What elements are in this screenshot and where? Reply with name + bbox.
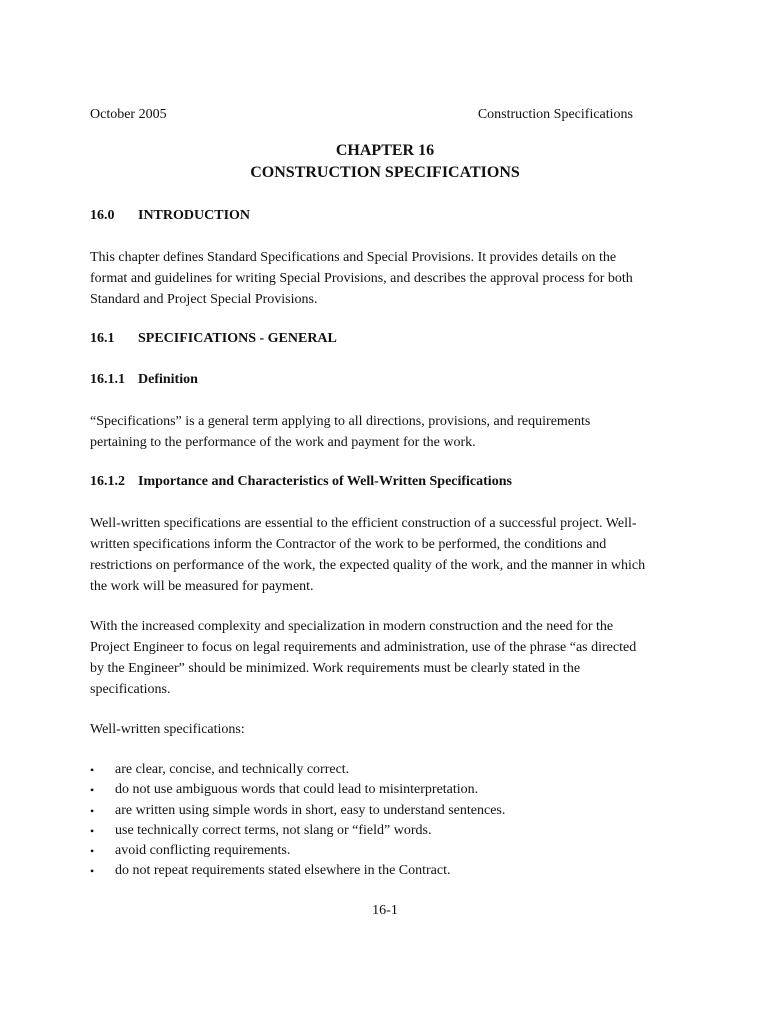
header-title: Construction Specifications <box>477 107 633 122</box>
header-date: October 2005 <box>90 107 167 122</box>
bullet-icon: • <box>90 763 95 777</box>
definition-body <box>90 411 646 453</box>
subsection-number: 16.1.2 <box>90 474 125 489</box>
paragraph: This chapter defines Standard Specifications and Special Provisions. It provides details on the format and guidelines for writing Special Provisions, and describes the approval process for both Standard and Project Special Provisions. <box>90 250 633 307</box>
section-introduction <box>90 207 646 225</box>
subsection-heading <box>90 473 646 491</box>
section-specifications-general <box>90 330 646 348</box>
paragraph: Well-written specifications are essential to the efficient construction of a successful project. Well-written specifications inform the Contractor of the work to be performed, the conditions and restrictions on performance of the work, the expected quality of the work, and the manner in which the work will be measured for payment. <box>90 516 646 594</box>
subsection-title: Importance and Characteristics of Well-Written Specifications <box>138 474 512 489</box>
section-heading <box>90 330 646 348</box>
page-number: 16-1 <box>372 903 398 918</box>
bullet-icon: • <box>90 783 95 798</box>
chapter-title <box>90 140 680 184</box>
paragraph: With the increased complexity and specialization in modern construction and the need for the Project Engineer to focus on legal requirements and administration, use of the phrase “as directed by the Engineer” should be minimized. Work requirements must be clearly stated in the specifications. <box>90 619 637 697</box>
bullet-icon: • <box>90 823 95 838</box>
chapter-number: CHAPTER 16 <box>335 142 435 159</box>
bullet-icon: • <box>90 864 95 879</box>
subsection-number: 16.1.1 <box>90 372 125 387</box>
bullet-list-container <box>90 760 646 882</box>
bullet-list <box>90 760 646 882</box>
bullet-icon: • <box>90 844 95 859</box>
section-definition <box>90 371 646 389</box>
section-heading <box>90 207 646 225</box>
section-importance <box>90 473 646 491</box>
bullet-icon: • <box>90 803 95 818</box>
paragraph: “Specifications” is a general term applying to all directions, provisions, and requirements pertaining to the performance of the work and payment for the work. <box>90 414 591 450</box>
importance-paragraph-1 <box>90 513 646 597</box>
list-item <box>90 841 646 861</box>
section-number: 16.1 <box>90 331 115 346</box>
paragraph: Well-written specifications: <box>90 722 245 737</box>
running-header <box>90 106 633 124</box>
list-item <box>90 801 646 821</box>
section-number: 16.0 <box>90 208 115 223</box>
section-title: INTRODUCTION <box>138 208 251 223</box>
document-page <box>90 0 646 1024</box>
introduction-body <box>90 247 646 310</box>
list-item-text: are clear, concise, and technically correct. <box>115 762 350 777</box>
list-item-text: do not use ambiguous words that could lead to misinterpretation. <box>115 782 479 798</box>
subsection-heading <box>90 371 646 389</box>
list-item-text: use technically correct terms, not slang or “field” words. <box>115 822 432 838</box>
list-item <box>90 821 646 841</box>
list-item-text: do not repeat requirements stated elsewhere in the Contract. <box>115 863 451 879</box>
list-item-text: are written using simple words in short, easy to understand sentences. <box>115 802 506 818</box>
section-title: SPECIFICATIONS - GENERAL <box>138 331 337 346</box>
list-item <box>90 861 646 881</box>
list-item <box>90 780 646 800</box>
chapter-name: CONSTRUCTION SPECIFICATIONS <box>250 164 520 181</box>
list-item <box>90 760 646 780</box>
list-item-text: avoid conflicting requirements. <box>115 843 291 859</box>
importance-paragraph-2 <box>90 616 646 700</box>
subsection-title: Definition <box>138 372 198 387</box>
list-intro <box>90 719 646 740</box>
